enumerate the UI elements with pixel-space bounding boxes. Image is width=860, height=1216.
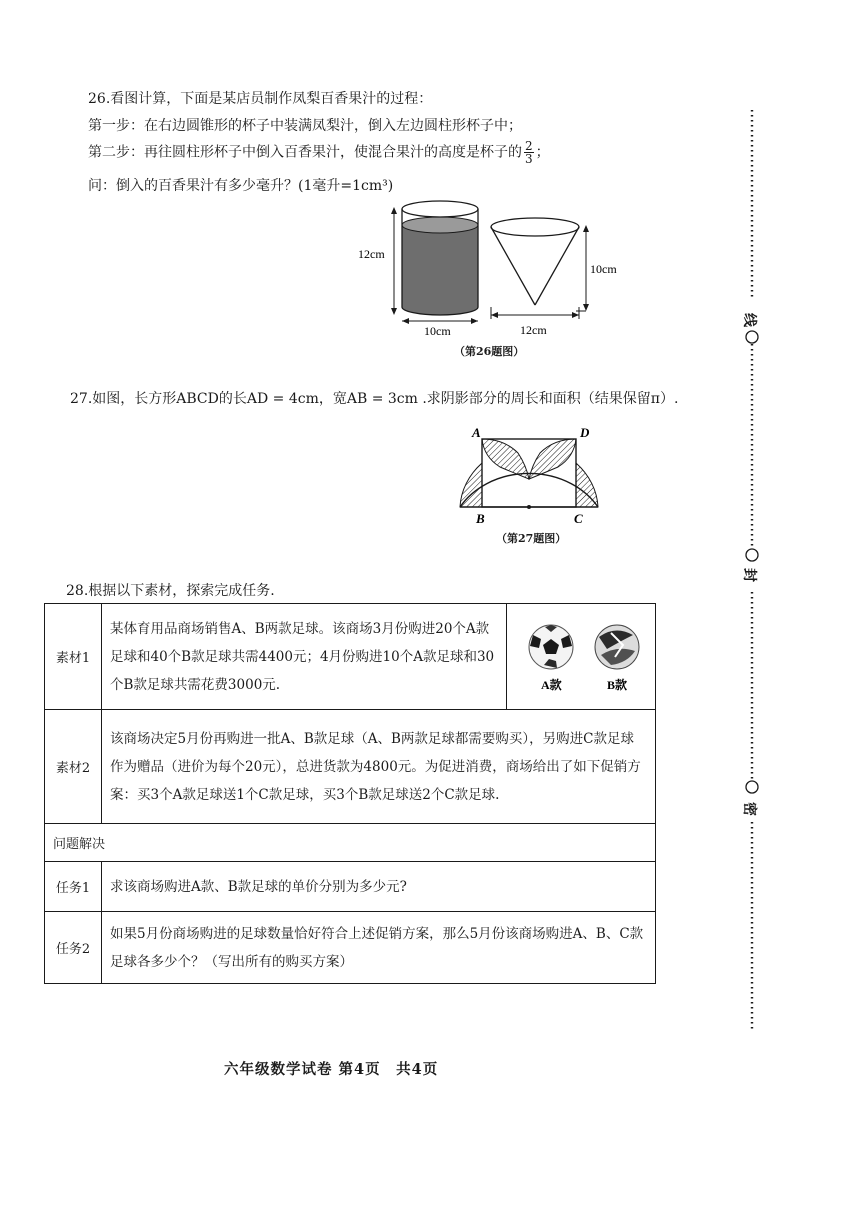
material2-label: 素材2	[45, 710, 102, 824]
cylinder-width-label: 10cm	[424, 324, 451, 338]
figure-26	[350, 195, 620, 360]
figure-27-caption: （第27题图）	[496, 532, 567, 545]
binding-hole-3	[746, 781, 758, 793]
q26-question: 问：倒入的百香果汁有多少毫升？(1毫升=1cm³)	[88, 178, 394, 194]
page-footer: 六年级数学试卷 第4页 共4页	[224, 1061, 439, 1078]
juice-surface	[402, 217, 478, 233]
q27-title: 27.如图，长方形ABCD的长AD = 4cm，宽AB = 3cm .求阴影部分的周长和面积（结果保留π）.	[70, 391, 679, 407]
ball-b-image	[595, 625, 639, 669]
task2-label: 任务2	[45, 912, 102, 984]
task1-row	[45, 862, 656, 912]
juice-fill	[402, 225, 478, 315]
side-label-line: 线	[741, 313, 757, 327]
q26-step2-text: 第二步：再往圆柱形杯子中倒入百香果汁，使混合果汁的高度是杯子的	[88, 144, 522, 161]
solve-row	[45, 824, 656, 862]
ball-b-label: B款	[607, 677, 628, 692]
label-c: C	[574, 511, 583, 526]
binding-hole-1	[746, 331, 758, 343]
material2-text: 该商场决定5月份再购进一批A、B款足球（A、B两款足球都需要购买），另购进C款足球作为赠品（进价为每个20元），总进货款为4800元。为促进消费，商场给出了如下促销方案：买3个A款足球送1个C款足球，买3个B款足球送2个C款足球.	[102, 710, 656, 824]
task2-text: 如果5月份商场购进的足球数量恰好符合上述促销方案，那么5月份该商场购进A、B、C款足球各多少个？（写出所有的购买方案）	[102, 912, 656, 984]
material2-row	[45, 710, 656, 824]
shaded-left-petal	[482, 439, 529, 479]
q28-title: 28.根据以下素材，探索完成任务.	[66, 583, 275, 599]
label-d: D	[580, 425, 590, 440]
shaded-right-side	[576, 463, 598, 507]
shaded-left-side	[460, 463, 482, 507]
material1-row	[45, 604, 656, 710]
cone-cup	[491, 218, 589, 319]
cylinder-cup	[391, 201, 478, 324]
task1-text: 求该商场购进A款、B款足球的单价分别为多少元?	[102, 862, 656, 912]
side-label-seal: 封	[741, 568, 757, 582]
solve-heading: 问题解决	[45, 824, 656, 862]
task1-label: 任务1	[45, 862, 102, 912]
center-point	[527, 505, 531, 509]
ball-a-image	[529, 625, 573, 669]
ball-images-cell	[507, 604, 656, 710]
material1-text: 某体育用品商场销售A、B两款足球。该商场3月份购进20个A款足球和40个B款足球共需4400元；4月份购进10个A款足球和30个B款足球共需花费3000元.	[102, 604, 507, 710]
q26-step2-end: ；	[535, 144, 550, 161]
cylinder-height-label: 12cm	[358, 247, 385, 261]
q26-step1: 第一步：在右边圆锥形的杯子中装满凤梨汁，倒入左边圆柱形杯子中；	[88, 118, 522, 134]
fraction	[524, 140, 534, 165]
cone-height-label: 10cm	[590, 262, 617, 276]
q26-title: 26.看图计算，下面是某店员制作凤梨百香果汁的过程：	[88, 91, 433, 107]
material1-label: 素材1	[45, 604, 102, 710]
cone-width-label: 12cm	[520, 323, 547, 337]
ball-images	[511, 615, 651, 695]
shaded-right-petal	[529, 439, 576, 479]
binding-hole-2	[746, 549, 758, 561]
figure-26-caption: （第26题图）	[454, 345, 525, 358]
fraction-numerator: 2	[525, 139, 533, 153]
figure-27	[452, 425, 612, 530]
side-label-secret: 密	[741, 802, 757, 816]
q28-material-table	[44, 603, 656, 984]
label-a: A	[472, 425, 481, 440]
cylinder-top	[402, 201, 478, 217]
q26-step2	[88, 140, 550, 165]
task2-row	[45, 912, 656, 984]
fraction-denominator: 3	[525, 152, 533, 166]
label-b: B	[476, 511, 485, 526]
ball-a-label: A款	[541, 677, 562, 692]
